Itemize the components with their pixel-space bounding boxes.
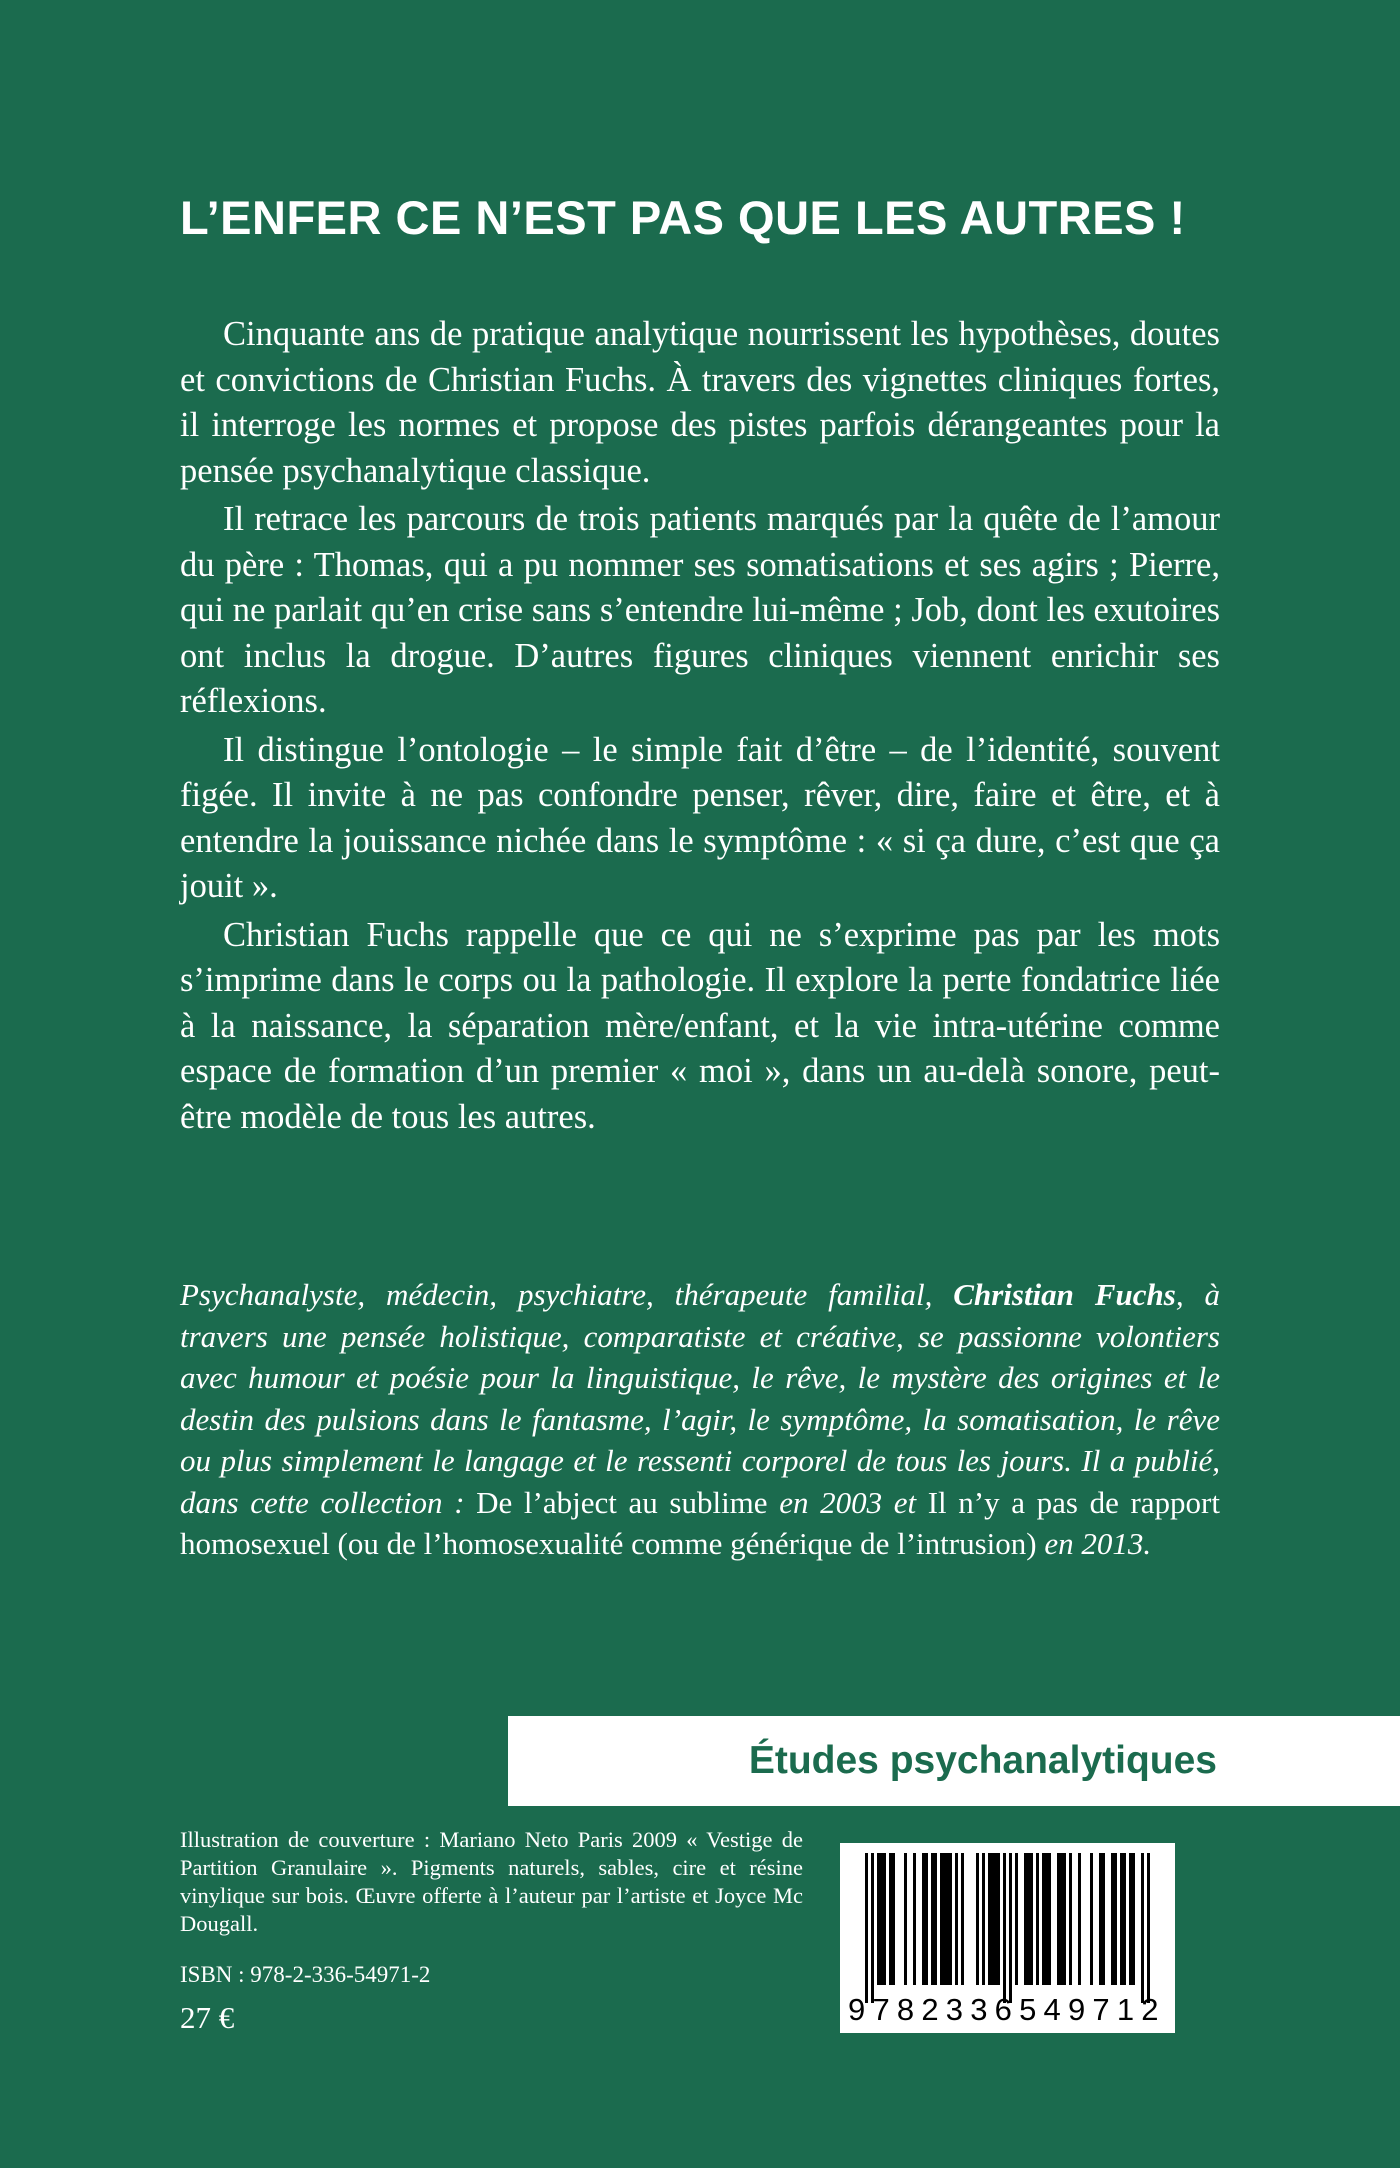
blurb-paragraph: Christian Fuchs rappelle que ce qui ne s’exprime pas par les mots s’imprime dans le corps ou la pathologie. Il explore la perte fondatrice liée à la naissance, la séparation mère/enfant, et la vie intra-utérine comme espace de formation d’un premier « moi », dans un au-delà sonore, peut-être modèle de tous les autres.: [180, 915, 1220, 1136]
barcode-bar: [997, 1853, 1000, 1985]
bio-author-name: Christian Fuchs: [953, 1277, 1176, 1312]
bio-year-1: en 2003 et: [767, 1484, 928, 1520]
barcode-digits: 9782336549712: [848, 1992, 1166, 2027]
barcode-bar: [880, 1853, 883, 1985]
barcode-bar: [1036, 1853, 1039, 1985]
barcode-bar: [946, 1853, 949, 1985]
barcode-bar: [1099, 1853, 1102, 1985]
barcode-bar: [1009, 1853, 1012, 2003]
barcode-bar: [1060, 1853, 1063, 1985]
bio-book-title-1: De l’abject au sublime: [476, 1484, 768, 1520]
series-name: Études psychanalytiques: [748, 1739, 1217, 1782]
barcode-bar: [925, 1853, 928, 1985]
barcode-bar: [1114, 1853, 1117, 1985]
barcode-bar: [988, 1853, 991, 1985]
blurb-paragraph: Il distingue l’ontologie – le simple fait d’être – de l’identité, souvent figée. Il invite à ne pas confondre penser, rêver, dire, faire et être, et à entendre la jouissance nichée dans le symptôme : « si ça dure, c’est que ça jouit ».: [180, 730, 1220, 905]
bio-intro: Psychanalyste, médecin, psychiatre, thérapeute familial,: [180, 1277, 954, 1312]
book-title: L’ENFER CE N’EST PAS QUE LES AUTRES !: [180, 191, 1186, 244]
barcode-bar: [934, 1853, 937, 1985]
price: 27 €: [180, 2000, 235, 2035]
barcode-bar: [1057, 1853, 1060, 1985]
barcode-bar: [1129, 1853, 1132, 1985]
barcode-bar: [1030, 1853, 1033, 1985]
barcode-bar: [889, 1853, 892, 1985]
barcode-bar: [1027, 1853, 1030, 1985]
blurb-paragraph: Cinquante ans de pratique analytique nourrissent les hypothèses, doutes et convictions de Christian Fuchs. À travers des vignettes cliniques fortes, il interroge les normes et propose des pistes parfois dérangeantes pour la pensée psychanalytique classique.: [180, 315, 1220, 490]
barcode-bar: [991, 1853, 994, 1985]
barcode-bar: [1024, 1853, 1027, 1985]
series-band: [508, 1716, 1400, 1806]
bio-text: , à travers une pensée holistique, comparatiste et créative, se passionne volontiers avec humour et poésie pour la linguistique, le rêve, le mystère des origines et le destin des pulsions dans le fantasme, l’agir, le symptôme, la somatisation, le rêve ou plus simplement le langage et le ressenti corporel de tous les jours. Il a publié, dans cette collection :: [180, 1277, 1221, 1520]
barcode-bar: [1111, 1853, 1114, 1985]
bio-year-2: en 2013.: [1036, 1526, 1152, 1561]
barcode-bar: [1102, 1853, 1105, 1985]
barcode-bar: [943, 1853, 946, 1985]
barcode-bar: [1069, 1853, 1072, 1985]
barcode-bar: [1078, 1853, 1081, 1985]
barcode-bar: [883, 1853, 886, 1985]
barcode-bar: [931, 1853, 934, 1985]
isbn: ISBN : 978-2-336-54971-2: [180, 1962, 431, 1987]
barcode-bar: [1147, 1853, 1150, 2003]
cover-credits: Illustration de couverture : Mariano Neto Paris 2009 « Vestige de Partition Granulaire ». Pigments naturels, sables, cire et résine vinylique sur bois. Œuvre offerte à l’auteur par l’artiste et Joyce Mc Dougall.: [180, 1827, 803, 1936]
barcode-bar: [1063, 1853, 1066, 1985]
barcode-bar: [877, 1853, 880, 1985]
barcode-bar: [955, 1853, 958, 1985]
bio-book-title-2: Il n’y a pas de rapport homosexuel (ou de l’homosexualité comme générique de l’intrusion): [180, 1484, 1220, 1561]
barcode-bar: [1141, 1853, 1144, 2003]
barcode-bar: [1120, 1853, 1123, 1985]
barcode-bar: [1045, 1853, 1048, 1985]
barcode-bar: [982, 1853, 985, 1985]
blurb-paragraph: Il retrace les parcours de trois patients marqués par la quête de l’amour du père : Thomas, qui a pu nommer ses somatisations et ses agirs ; Pierre, qui ne parlait qu’en crise sans s’entendre lui-même ; Job, dont les exutoires ont inclus la drogue. D’autres figures cliniques viennent enrichir ses réflexions.: [180, 500, 1220, 720]
barcode-bar: [904, 1853, 907, 1985]
barcode-bar: [994, 1853, 997, 1985]
barcode-bar: [922, 1853, 925, 1985]
barcode-bar: [940, 1853, 943, 1985]
barcode-bar: [1042, 1853, 1045, 1985]
barcode-bar: [913, 1853, 916, 1985]
barcode-bar: [976, 1853, 979, 1985]
barcode: [840, 1843, 1175, 2033]
barcode-bar: [949, 1853, 952, 1985]
barcode-bar: [1015, 1853, 1018, 1985]
barcode-bar: [865, 1853, 868, 2003]
barcode-bar: [1048, 1853, 1051, 1985]
barcode-bar: [961, 1853, 964, 1985]
barcode-bar: [1123, 1853, 1126, 1985]
author-bio: [180, 1274, 1220, 1565]
blurb: [180, 312, 1220, 1143]
barcode-bar: [871, 1853, 874, 2003]
barcode-bar: [1090, 1853, 1093, 1985]
barcode-bar: [1003, 1853, 1006, 2003]
barcode-bar: [1132, 1853, 1135, 1985]
barcode-bar: [892, 1853, 895, 1985]
